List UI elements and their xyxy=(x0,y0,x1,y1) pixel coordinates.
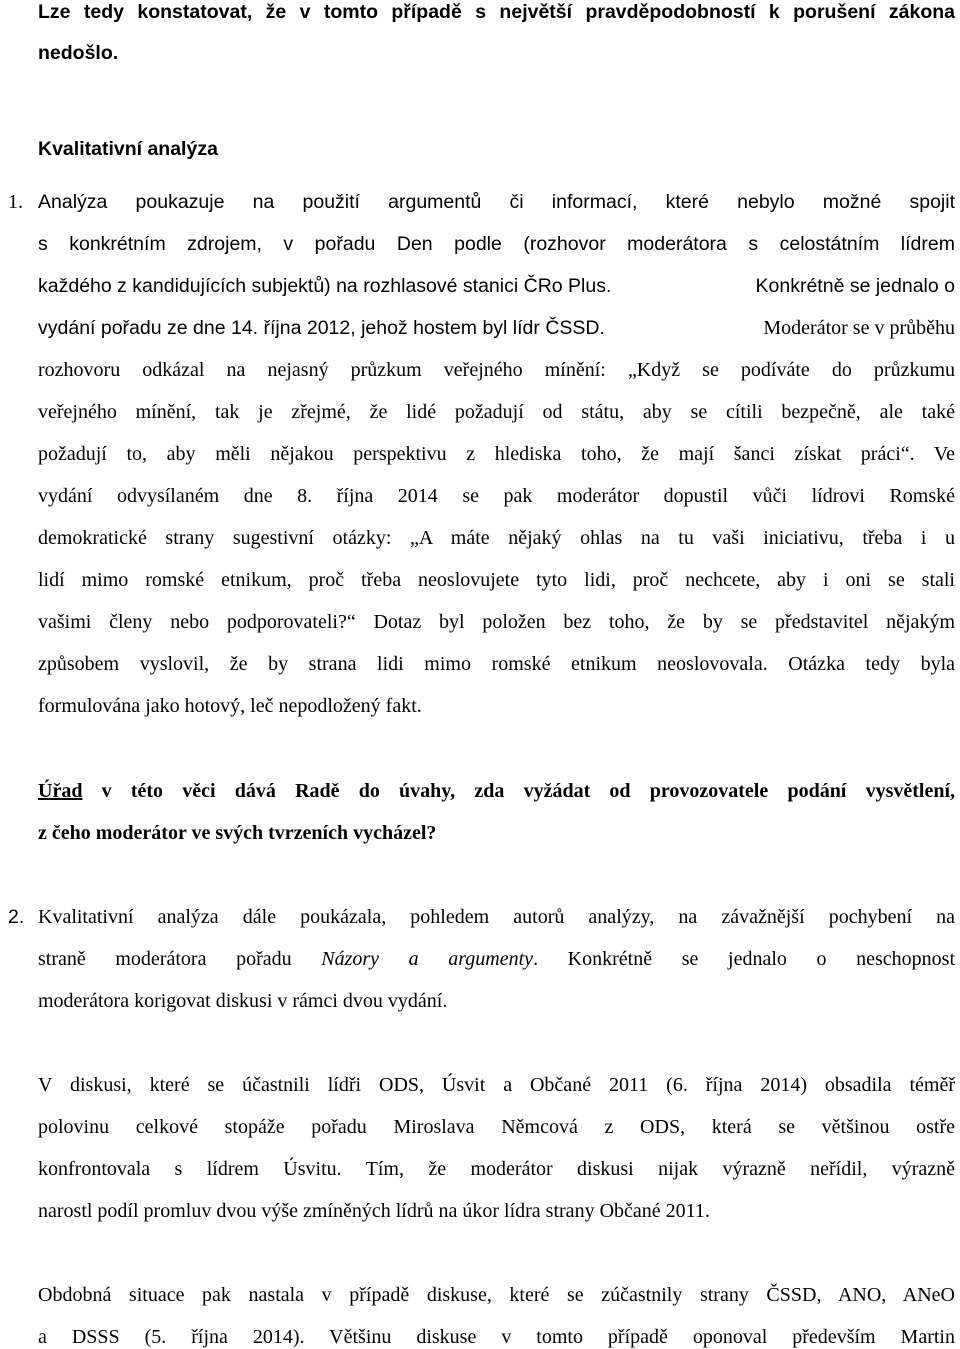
para-3-line-2: polovinu celkové stopáže pořadu Miroslava Němcová z ODS, která se většinou ostře xyxy=(38,1116,955,1138)
opening-line-1: Lze tedy konstatovat, že v tomto případě s největší pravděpodobností k porušení zákona xyxy=(38,1,955,23)
para-3-line-4: narostl podíl promluv dvou výše zmíněných lídrů na úkor lídra strany Občané 2011. xyxy=(38,1200,710,1222)
item-1-line-7: požadují to, aby měli nějakou perspektivu z hlediska toho, že mají šanci získat práci“. Ve xyxy=(38,443,955,465)
item-1-line-3b: Konkrétně se jednalo o xyxy=(755,275,955,297)
question-line-1 xyxy=(38,779,955,803)
item-1-line-13: formulována jako hotový, leč nepodložený fakt. xyxy=(38,695,422,717)
item-1-line-12: způsobem vyslovil, že by strana lidi mimo romské etnikum neoslovovala. Otázka tedy byla xyxy=(38,653,955,675)
item-1-line-4a: vydání pořadu ze dne 14. října 2012, jehož hostem byl lídr ČSSD. xyxy=(38,317,605,339)
para-3-line-1: V diskusi, které se účastnili lídři ODS, Úsvit a Občané 2011 (6. října 2014) obsadila téměř xyxy=(38,1074,955,1096)
item-1-line-11: vašimi členy nebo podporovateli?“ Dotaz byl položen bez toho, že by se představitel nějakým xyxy=(38,611,955,633)
para-3-line-3: konfrontovala s lídrem Úsvitu. Tím, že moderátor diskusi nijak výrazně neřídil, výrazně xyxy=(38,1158,955,1180)
item-1-line-4b: Moderátor se v průběhu xyxy=(763,317,955,339)
opening-line-2: nedošlo. xyxy=(38,42,119,64)
item-1-line-1: Analýza poukazuje na použití argumentů či informací, které nebylo možné spojit xyxy=(38,191,955,213)
item-1-line-3 xyxy=(38,274,955,298)
item-1-line-9: demokratické strany sugestivní otázky: „A máte nějaký ohlas na tu vaši iniciativu, třeba i u xyxy=(38,527,955,549)
item-1-line-3a: každého z kandidujících subjektů) na rozhlasové stanici ČRo Plus. xyxy=(38,275,612,297)
question-line-1-rest: v této věci dává Radě do úvahy, zda vyžádat od provozovatele podání vysvětlení, xyxy=(82,780,955,802)
item-1-line-6: veřejného mínění, tak je zřejmé, že lidé požadují od státu, aby se cítili bezpečně, ale také xyxy=(38,401,955,423)
item-1-line-2: s konkrétním zdrojem, v pořadu Den podle (rozhovor moderátora s celostátním lídrem xyxy=(38,233,955,255)
item-1-number: 1. xyxy=(8,191,23,213)
item-1-line-10: lidí mimo romské etnikum, proč třeba neoslovujete tyto lidi, proč nechcete, aby i oni se stali xyxy=(38,569,955,591)
item-2-line-1: Kvalitativní analýza dále poukázala, pohledem autorů analýzy, na závažnější pochybení na xyxy=(38,906,955,928)
question-underlined-word: Úřad xyxy=(38,780,83,802)
item-2-line-2-before: straně moderátora pořadu xyxy=(38,948,292,970)
para-4-line-1: Obdobná situace pak nastala v případě diskuse, které se zúčastnily strany ČSSD, ANO, ANeO xyxy=(38,1284,955,1306)
item-1-line-4 xyxy=(38,316,955,340)
item-1-line-5: rozhovoru odkázal na nejasný průzkum veřejného mínění: „Když se podíváte do průzkumu xyxy=(38,359,955,381)
question-line-2: z čeho moderátor ve svých tvrzeních vycházel? xyxy=(38,822,437,844)
section-heading: Kvalitativní analýza xyxy=(38,138,218,160)
programme-title: Názory a argumenty xyxy=(321,948,534,970)
item-2-number: 2. xyxy=(8,906,25,928)
item-2-line-3: moderátora korigovat diskusi v rámci dvou vydání. xyxy=(38,990,448,1012)
item-2-line-2 xyxy=(38,947,955,971)
para-4-line-2: a DSSS (5. října 2014). Většinu diskuse v tomto případě oponoval především Martin xyxy=(38,1326,955,1348)
item-1-line-8: vydání odvysílaném dne 8. října 2014 se pak moderátor dopustil vůči lídrovi Romské xyxy=(38,485,955,507)
item-2-line-2-after: . Konkrétně se jednalo o neschopnost xyxy=(533,948,955,970)
